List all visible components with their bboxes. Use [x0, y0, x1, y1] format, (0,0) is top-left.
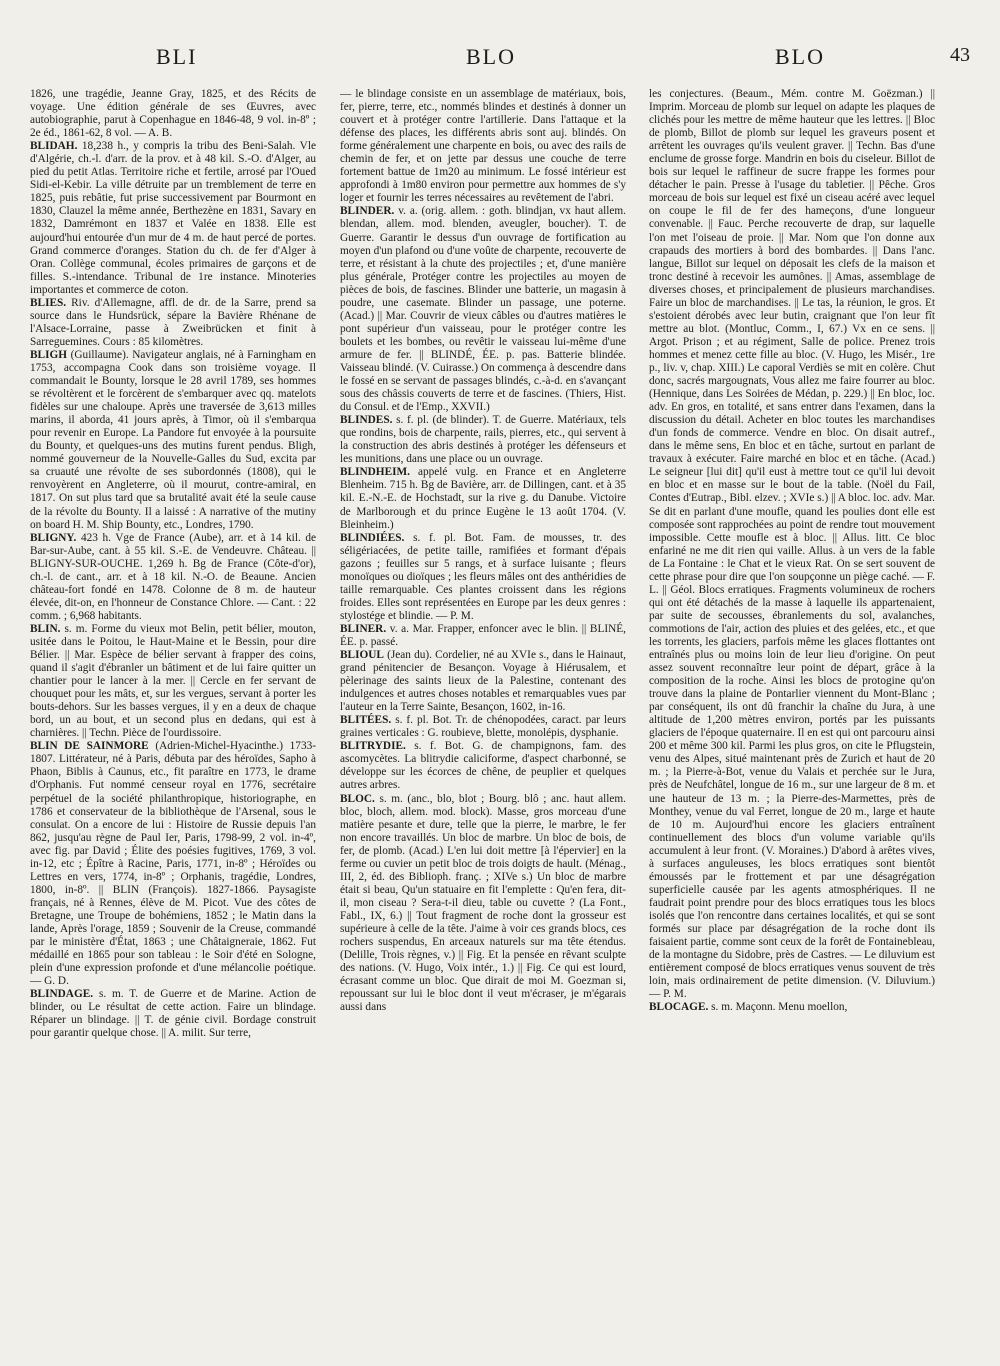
entry-text: 18,238 h., y compris la tribu des Beni-Salah. Vle d'Algérie, ch.-l. d'arr. de la prov. et à 48 kil. S.-O. d'Alger, au pied du petit Atlas. Territoire riche et fertile, arrosé par l'Oued Sidi-el-Kebir. La ville détruite par un tremblement de terre en 1825, puis rebâtie, fut prise successivement par Bourmont en 1830, Clauzel la même année, Berthezène en 1831, Savary en 1832, Damrémont en 1837 et Valée en 1838. Elle est aujourd'hui entourée d'un mur de 4 m. de haut percé de portes. Grand commerce d'oranges. Station du ch. de fer d'Alger à Oran. Collège communal, écoles primaires de garçons et de filles. S.-intendance. Tribunal de 1re instance. Minoteries importantes et commerce de coton.: [30, 140, 316, 296]
page-number: 43: [950, 44, 970, 66]
dictionary-entry: [340, 714, 626, 740]
dictionary-entry: [340, 88, 626, 205]
entry-text: 1826, une tragédie, Jeanne Gray, 1825, et des Récits de voyage. Une édition générale de ses Œuvres, avec autobiographie, parut à Copenhague en 1846-48, 9 vol. in-8º ; 2e éd., 1861-62, 8 vol. — A. B.: [30, 88, 316, 140]
entry-text: v. a. Mar. Frapper, enfoncer avec le blin. || BLINÉ, ÉE. p. passé.: [340, 622, 626, 648]
dictionary-entry: [340, 532, 626, 623]
entry-headword: BLOCAGE.: [649, 1001, 709, 1014]
entry-text: — le blindage consiste en un assemblage de matériaux, bois, fer, pierre, terre, etc., nommés blindes et destinés à donner un couvert et à protéger contre l'artillerie. Dans l'attaque et la défense des places, les différents abris sont auj. blindés. On forme généralement une charpente en bois, ou avec des rails de chemin de fer, et on jette par dessus une couche de terre fortement battue de 1m20 au minimum. Le fossé intérieur est approfondi à 1m80 environ pour permettre aux hommes de s'y loger et fournir les terres nécessaires au revêtement de l'abri.: [340, 88, 626, 205]
entry-headword: BLINDHEIM.: [340, 466, 410, 479]
entry-text: (Guillaume). Navigateur anglais, né à Farningham en 1753, accompagna Cook dans son troisième voyage. Il commandait le Bounty, lorsque le 28 avril 1789, ses hommes se révoltèrent et le forcèrent de s'embarquer avec qq. matelots fidèles sur une chaloupe. Après une traversée de 3,613 milles marins, il aborda, 41 jours après, à Timor, où il s'embarqua pour revenir en Europe. La Pandore fut envoyée à la poursuite du Bounty, et quelques-uns des mutins furent pendus. Bligh, nommé gouverneur de la Nouvelle-Galles du Sud, excita par sa cruauté une révolte de ses subordonnés (1808), qui le renvoyèrent en Angleterre, où il mourut, contre-amiral, en 1817. On sut plus tard que sa brutalité avait été la seule cause de la révolte du Bounty. Il a laissé : A narrative of the mutiny on board H. M. Ship Bounty, etc., Londres, 1790.: [30, 348, 316, 531]
entry-headword: BLINDIÉES.: [340, 531, 405, 544]
entry-headword: BLINDES.: [340, 414, 393, 427]
entry-headword: BLINDAGE.: [30, 988, 94, 1001]
entry-headword: BLIOUL: [340, 649, 384, 662]
dictionary-entry: [340, 623, 626, 649]
text-column-1: [30, 88, 316, 1356]
text-column-3: [649, 88, 935, 1356]
entry-headword: BLINDER.: [340, 205, 395, 218]
text-column-2: [340, 88, 626, 1356]
running-head-right: BLO: [775, 44, 825, 69]
entry-text: 423 h. Vge de France (Aube), arr. et à 14 kil. de Bar-sur-Aube, cant. à 55 kil. S.-E. de Vendeuvre. Château. || BLIGNY-SUR-OUCHE. 1,269 h. Bg de France (Côte-d'or), ch.-l. de cant., arr. et à 18 kil. N.-O. de Beaune. Ancien château-fort fondé en 1478. Colonne de 8 m. de hauteur élevée, dit-on, en l'honneur de Constance Chlore. — Cant. : 22 comm. ; 6,968 habitants.: [30, 531, 316, 622]
entry-text: s. m. T. de Guerre et de Marine. Action de blinder, ou Le résultat de cette action. Faire un blindage. Réparer un blindage. || T. de génie civil. Bordage construit pour garantir quelque chose. || A. milit. Sur terre,: [30, 988, 316, 1040]
entry-headword: BLIDAH.: [30, 140, 78, 153]
entry-text: (Adrien-Michel-Hyacinthe.) 1733-1807. Littérateur, né à Paris, débuta par des héroïdes, Sapho à Phaon, Biblis à Caunus, etc., fit paraître en 1773, le drame d'Orphanis. Fut nommé censeur royal en 1776, secrétaire perpétuel de la société philanthropique, historiographe, en 1786 et conservateur de la bibliothèque de l'Arsenal, sous le consulat. On a encore de lui : Histoire de Russie depuis l'an 862, jusqu'au règne de Paul Ier, Paris, 1798-99, 2 vol. in-4º, avec fig. par David ; Élite des poésies fugitives, 1769, 3 vol. in-12, etc ; Épître à Racine, Paris, 1771, in-8º ; Héroïdes ou Lettres en vers, 1774, in-8º ; Orphanis, tragédie, Londres, 1800, in-8º. || BLIN (François). 1827-1866. Paysagiste français, né à Rennes, élève de M. Picot. Vue des côtes de Bretagne, une Troupe de bohémiens, 1852 ; le Matin dans la lande, Après l'orage, 1859 ; Souvenir de la Creuse, commandé par le ministère d'État, 1863 ; une Châtaigneraie, 1862. Fut médaillé en 1865 pour son tableau : le Soir d'été en Sologne, plein d'une expression profonde et d'une mélancolie poétique. — G. D.: [30, 740, 316, 988]
entry-text: s. f. pl. Bot. Fam. de mousses, tr. des séligériacées, de petite taille, ramifiées et formant d'épais gazons ; feuilles sur 5 rangs, et à surface luisante ; fleurs monoïques ou dioïques ; les fleurs mâles ont des anthéridies de taille remarquable. Ces plantes croissent dans les régions froides. Elles sont représentées en Europe par les deux genres : stylostége et blindie. — P. M.: [340, 531, 626, 622]
entry-headword: BLITRYDIE.: [340, 740, 406, 753]
entry-headword: BLIN DE SAINMORE: [30, 740, 149, 753]
entry-headword: BLINER.: [340, 622, 387, 635]
entry-headword: BLOC.: [340, 792, 375, 805]
dictionary-entry: [30, 988, 316, 1040]
entry-text: s. m. (anc., blo, blot ; Bourg. blô ; anc. haut allem. bloc, bloch, allem. mod. block). Masse, gros morceau d'une matière pesante et dure, telle que la pierre, le marbre, le fer non encore travaillés. Un bloc de marbre. Un bloc de bois, de fer, de plomb. (Acad.) L'en lui doit mettre [à l'épervier] en la ferme ou cuvier un petit bloc de trois doigts de hault. (Ménag., III, 2, éd. des Biblioph. franç. ; XIVe s.) Un bloc de marbre était si beau, Qu'un statuaire en fit l'emplette : Qu'en fera, dit-il, mon ciseau ? Sera-t-il dieu, table ou cuvette ? (La Font., Fabl., IX, 6.) || Tout fragment de roche dont la grosseur est supérieure à celle de la tête. J'aime à voir ces grands blocs, ces rochers suspendus, En arceaux naturels sur ma tête étendus. (Delille, Trois règnes, v.) || Fig. Et la pensée en rêvant sculpte des nations. (V. Hugo, Voix intér., 1.) || Fig. Ce qui est lourd, écrasant comme un bloc. Que dirait de moi M. Goezman si, repoussant sur lui le bloc dont il veut m'écraser, je m'égarais aussi dans: [340, 792, 626, 1014]
entry-text: (Jean du). Cordelier, né au XVIe s., dans le Hainaut, grand pénitencier de Besançon. Voyage à Hiérusalem, et pèlerinage des saints lieux de la Palestine, contenant des indulgences et autres choses notables et remarquables vues par l'auteur en la Terre Sainte, Besançon, 1602, in-16.: [340, 649, 626, 714]
dictionary-entry: [649, 1001, 935, 1014]
entry-text: v. a. (orig. allem. : goth. blindjan, vx haut allem. blendan, allem. mod. blenden, aveugler, boucher). T. de Guerre. Garantir le dessus d'un ouvrage de fortification au moyen d'un plafond ou d'une voûte de charpente, recouverte de terre, et résistant à la chute des projectiles ; et, d'une manière plus générale, Protéger contre les projectiles au moyen de pièces de bois, de fascines. Blinder une batterie, un magasin à poudre, une casemate. Blinder un passage, une poterne. (Acad.) || Mar. Couvrir de vieux câbles ou d'autres matières le pont supérieur d'un vaisseau, pour le protéger contre les boulets et les bombes, ou revêtir le vaisseau lui-même d'une armure de fer. || BLINDÉ, ÉE. p. pas. Batterie blindée. Vaisseau blindé. (V. Cuirasse.) On commença à descendre dans le fossé en se servant de passages blindés, c.-à-d. en s'avançant sous des châssis couverts de terre et de fascines. (Thiers, Hist. du Consul. et de l'Emp., XXVII.): [340, 205, 626, 414]
dictionary-entry: [30, 740, 316, 988]
dictionary-entry: [340, 649, 626, 714]
dictionary-entry: [340, 414, 626, 466]
entry-text: appelé vulg. en France et en Angleterre Blenheim. 715 h. Bg de Bavière, arr. de Dillingen, cant. et à 35 kil. E.-N.-E. de Hochstadt, sur la rive g. du Danube. Victoire de Marlborough et du prince Eugène le 13 août 1704. (V. Bleinheim.): [340, 466, 626, 531]
entry-headword: BLIGH: [30, 348, 68, 361]
dictionary-entry: [30, 88, 316, 140]
dictionary-entry: [30, 297, 316, 349]
dictionary-entry: [340, 205, 626, 414]
entry-text: les conjectures. (Beaum., Mém. contre M. Goëzman.) || Imprim. Morceau de plomb sur lequel on adapte les plaques de clichés pour les mettre de même hauteur que les lettres. || Bloc de plomb, Billot de plomb sur lequel les graveurs posent et arrêtent les ouvrages qu'ils veulent graver. || Techn. Bas d'une enclume de grosse forge. Mandrin en bois du ciseleur. Billot de bois sur lequel le raffineur de sucre frappe les formes pour détacher le pain. Presse à l'usage du tabletier. || Pêche. Gros morceau de bois sur lequel est fixé un ciseau acéré avec lequel on coupe le fil de fer des hameçons, d'une longueur convenable. || Fauc. Perche recouverte de drap, sur laquelle l'on met l'oiseau de proie. || Mar. Nom que l'on donne aux crapauds des mortiers à bord des bombardes. || Dans l'anc. langue, Billot sur lequel on déposait les clefs de la maison et tronc destiné à recevoir les aumônes. || Amas, assemblage de diverses choses, et principalement de plusieurs marchandises. Faire un bloc de marchandises. || Le tas, la réunion, le gros. Et s'estoient dérobés avec leur butin, craignant que l'on leur fît mettre au blot. (Montluc, Comm., I, 67.) Vx en ce sens. || Argot. Prison ; et au régiment, Salle de police. Prenez trois hommes et menez cette fille au bloc. (V. Hugo, les Misér., 1re p., liv. v, chap. XIII.) Le caporal Verdiès se mit en colère. Chut donc, sacrés margougnats, Vous allez me faire fourrer au bloc. (Hennique, dans Les Soirées de Médan, p. 229.) || En bloc, loc. adv. En gros, en totalité, et sans entrer dans l'examen, dans la discussion du détail. Acheter en bloc toutes les marchandises d'un fonds de commerce. Vendre en bloc. On disait autref., dans le même sens, En bloc et en tâche, surtout en parlant de travaux à exécuter. Faire marché en bloc et en tâche. (Acad.) Le seigneur [lui dit] qu'il eust à mettre tout ce qu'il lui devoit en bloc et en masse sur le bout de la table. (Noël du Fail, Contes d'Eutrap., Bibl. elzev. ; XVIe s.) || A bloc. loc. adv. Mar. Se dit en parlant d'une moufle, quand les poulies dont elle est composée sont rapprochées au point de rendre tout mouvement impossible. Cette moufle est à bloc. || Allus. litt. Ce bloc enfariné ne me dit rien qui vaille. Allus. à un vers de la fable de La Fontaine : le Chat et le vieux Rat. On se sert souvent de cette phrase pour dire que l'on soupçonne un piège caché. — F. L. || Géol. Blocs erratiques. Fragments volumineux de rochers qui ont été détachés de la masse à laquelle ils appartenaient, par suite de secousses, ébranlements du sol, avalanches, commotions de l'air, action des pluies et des gelées, etc., et que les torrents, les glaciers, parfois même les glaces flottantes ont entraînés plus ou moins loin de leur lieu d'origine. On peut assez souvent reconnaître leur point de départ, grâce à la composition de la roche. Ainsi les blocs de protogine qu'on trouve dans la plaine de Pontarlier viennent du Mont-Blanc ; par conséquent, ils ont dû franchir la chaîne du Jura, à une altitude de 1,200 mètres environ, portés par les puissants glaciers de l'époque quaternaire. Il en est qui ont parcouru ainsi 200 et même 300 kil. Parmi les plus gros, on cite le Pflugstein, venu des Alpes, situé maintenant près de Zurich et haut de 20 m. ; la Pierre-à-Bot, venue du Valais et perchée sur le Jura, près de Neufchâtel, longue de 16 m., sur une largeur de 8 m. et une hauteur de 13 m. ; la Pierre-des-Marmettes, près de Monthey, venue du val Ferret, longue de 20 m., large et haute de 10 m. Aujourd'hui encore les glaciers entraînent continuellement des blocs d'un volume variable qu'ils accumulent à leur front. (V. Moraines.) D'abord à arêtes vives, à surfaces anguleuses, les blocs erratiques sont bientôt émoussés par le frottement et par une désagrégation superficielle causée par les agents atmosphériques. Il ne faudrait point prendre pour des blocs erratiques tous les blocs isolés que l'on rencontre dans certaines localités, et qui se sont formés sur place par désagrégation de la roche dont ils faisaient partie, comme sont ceux de la forêt de Fontainebleau, de la montagne du Sidobre, près de Castres. — Le diluvium est entièrement composé de blocs erratiques venus souvent de très loin, mais ordinairement de petite dimension. (V. Diluvium.) — P. M.: [649, 88, 935, 1001]
dictionary-entry: [30, 349, 316, 532]
dictionary-entry: [649, 88, 935, 1001]
entry-text: s. m. Maçonn. Menu moellon,: [711, 1001, 848, 1014]
dictionary-entry: [340, 466, 626, 531]
entry-text: s. m. Forme du vieux mot Belin, petit bélier, mouton, usitée dans le Poitou, le Haut-Maine et le Bessin, pour dire Bélier. || Mar. Espèce de bélier servant à frapper des coins, quand il s'agit d'ébranler un bâtiment et de lui faire quitter un chantier pour le lancer à la mer. || Cercle en fer servant de chouquet pour les mâts, et, sur les vergues, servant à porter les bouts-dehors. Sur les basses vergues, il y en a deux de chaque bord, un au bout, et un second plus en dedans, qui est à charnières. || Techn. Pièce de l'ourdissoire.: [30, 622, 316, 740]
entry-text: s. f. pl. (de blinder). T. de Guerre. Matériaux, tels que rondins, bois de charpente, rails, pierres, etc., qui servent à la construction des abris destinés à protéger les défenseurs et les munitions, dans une place ou un ouvrage.: [340, 414, 626, 466]
entry-text: Riv. d'Allemagne, affl. de dr. de la Sarre, prend sa source dans le Hundsrück, sépare la Bavière Rhénane de l'Alsace-Lorraine, passe à Zweibrücken et finit à Sarreguemines. Cours : 85 kilomètres.: [30, 296, 316, 348]
dictionary-entry: [30, 623, 316, 740]
dictionary-entry: [340, 740, 626, 792]
running-head-center: BLO: [466, 44, 516, 69]
entry-headword: BLIGNY.: [30, 531, 77, 544]
entry-text: s. f. Bot. G. de champignons, fam. des ascomycètes. La blitrydie caliciforme, d'aspect charbonné, se développe sur les écorces de chêne, de peuplier et quelques autres arbres.: [340, 740, 626, 792]
running-head-left: BLI: [156, 44, 198, 69]
entry-text: s. f. pl. Bot. Tr. de chénopodées, caract. par leurs graines verticales : G. roubieve, blette, monolépis, dysphanie.: [340, 714, 626, 740]
dictionary-entry: [340, 793, 626, 1015]
entry-headword: BLIES.: [30, 296, 67, 309]
dictionary-entry: [30, 140, 316, 297]
dictionary-entry: [30, 532, 316, 623]
entry-headword: BLIN.: [30, 622, 61, 635]
entry-headword: BLITÉES.: [340, 714, 392, 727]
